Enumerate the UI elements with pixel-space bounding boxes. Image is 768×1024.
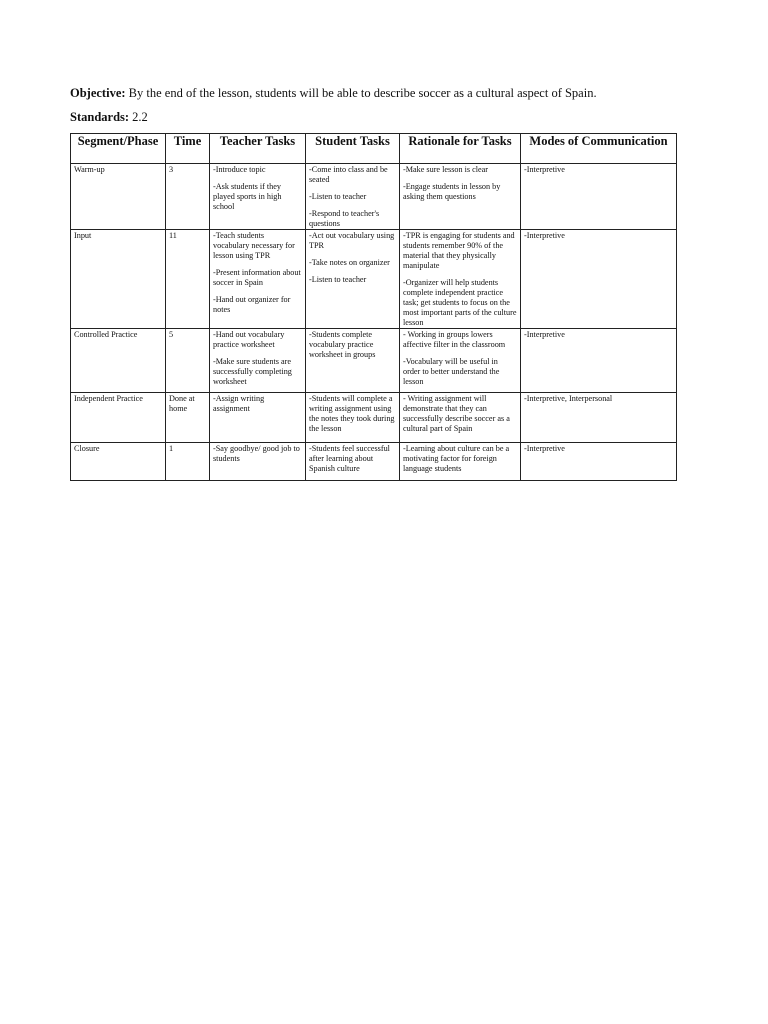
header-segment: Segment/Phase	[71, 134, 166, 164]
cell-teacher-tasks	[210, 393, 306, 443]
cell-teacher-tasks	[210, 230, 306, 329]
objective-label: Objective:	[70, 86, 126, 100]
header-time: Time	[166, 134, 210, 164]
table-row	[71, 164, 677, 230]
cell-time: Done at home	[166, 393, 210, 443]
cell-student-tasks	[306, 164, 400, 230]
student-task: -Listen to teacher	[309, 192, 367, 201]
standards-text: 2.2	[129, 110, 148, 124]
cell-rationale	[400, 164, 521, 230]
cell-time: 1	[166, 443, 210, 481]
rationale-item: -Organizer will help students complete independent practice task; get students to focus on the most important parts of the culture lesson	[403, 278, 517, 327]
header-rationale: Rationale for Tasks	[400, 134, 521, 164]
header-teacher-tasks: Teacher Tasks	[210, 134, 306, 164]
cell-modes: -Interpretive	[521, 230, 677, 329]
cell-segment: Warm-up	[71, 164, 166, 230]
lesson-plan-table	[70, 133, 677, 481]
table-row	[71, 230, 677, 329]
cell-segment: Closure	[71, 443, 166, 481]
student-task: -Listen to teacher	[309, 275, 367, 284]
teacher-task: -Hand out organizer for notes	[213, 295, 291, 314]
cell-time: 5	[166, 329, 210, 393]
teacher-task: -Introduce topic	[213, 165, 266, 174]
teacher-task: -Hand out vocabulary practice worksheet	[213, 330, 285, 349]
teacher-task: -Make sure students are successfully completing worksheet	[213, 357, 292, 386]
student-task: -Act out vocabulary using TPR	[309, 231, 395, 250]
rationale-item: -TPR is engaging for students and students remember 90% of the material that they physically manipulate	[403, 231, 515, 270]
student-task: -Take notes on organizer	[309, 258, 390, 267]
cell-rationale	[400, 230, 521, 329]
cell-rationale	[400, 393, 521, 443]
cell-segment: Input	[71, 230, 166, 329]
cell-student-tasks	[306, 329, 400, 393]
cell-student-tasks	[306, 230, 400, 329]
cell-rationale	[400, 443, 521, 481]
standards-label: Standards:	[70, 110, 130, 124]
cell-rationale	[400, 329, 521, 393]
objective-text: By the end of the lesson, students will be able to describe soccer as a cultural aspect of Spain.	[125, 86, 597, 100]
cell-modes: -Interpretive	[521, 443, 677, 481]
table-header-row	[71, 134, 677, 164]
cell-segment: Independent Practice	[71, 393, 166, 443]
rationale-item: - Writing assignment will demonstrate that they can successfully describe soccer as a cultural part of Spain	[403, 394, 510, 433]
cell-modes: -Interpretive, Interpersonal	[521, 393, 677, 443]
table-row	[71, 393, 677, 443]
objective-line	[70, 86, 597, 101]
student-task: -Come into class and be seated	[309, 165, 388, 184]
cell-teacher-tasks	[210, 164, 306, 230]
cell-segment: Controlled Practice	[71, 329, 166, 393]
cell-time: 3	[166, 164, 210, 230]
header-modes: Modes of Communication	[521, 134, 677, 164]
cell-student-tasks	[306, 443, 400, 481]
teacher-task: -Present information about soccer in Spain	[213, 268, 301, 287]
cell-teacher-tasks	[210, 443, 306, 481]
rationale-item: -Engage students in lesson by asking them questions	[403, 182, 501, 201]
rationale-item: -Vocabulary will be useful in order to better understand the lesson	[403, 357, 500, 386]
cell-time: 11	[166, 230, 210, 329]
header-student-tasks: Student Tasks	[306, 134, 400, 164]
cell-modes: -Interpretive	[521, 329, 677, 393]
student-task: -Students feel successful after learning about Spanish culture	[309, 444, 390, 473]
cell-modes: -Interpretive	[521, 164, 677, 230]
rationale-item: - Working in groups lowers affective filter in the classroom	[403, 330, 506, 349]
rationale-item: -Make sure lesson is clear	[403, 165, 489, 174]
teacher-task: -Assign writing assignment	[213, 394, 265, 413]
standards-line	[70, 110, 148, 125]
table-row	[71, 443, 677, 481]
cell-teacher-tasks	[210, 329, 306, 393]
teacher-task: -Teach students vocabulary necessary for lesson using TPR	[213, 231, 295, 260]
teacher-task: -Say goodbye/ good job to students	[213, 444, 300, 463]
student-task: -Respond to teacher's questions	[309, 209, 380, 228]
cell-student-tasks	[306, 393, 400, 443]
student-task: -Students complete vocabulary practice worksheet in groups	[309, 330, 376, 359]
student-task: -Students will complete a writing assignment using the notes they took during the lesson	[309, 394, 395, 433]
teacher-task: -Ask students if they played sports in high school	[213, 182, 282, 211]
rationale-item: -Learning about culture can be a motivating factor for foreign language students	[403, 444, 510, 473]
table-row	[71, 329, 677, 393]
